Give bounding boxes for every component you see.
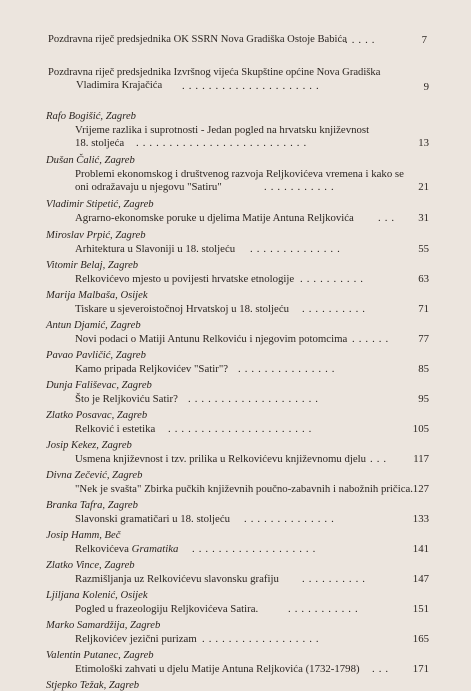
- intro-line: Vladimira Krajačića: [76, 80, 163, 91]
- page-number: 147: [412, 573, 429, 585]
- entry-title: Kamo pripada Reljkovićev "Satir"?: [75, 363, 229, 375]
- entry-title: Tiskare u sjeveroistočnoj Hrvatskoj u 18. stoljeću: [75, 303, 290, 315]
- entry-title: 18. stoljeća: [75, 137, 125, 149]
- entry-author: Valentin Putanec, Zagreb: [46, 650, 154, 661]
- title-prefix: Relkovićeva: [75, 543, 132, 555]
- page-number: 55: [418, 243, 429, 255]
- intro-line: Pozdravna riječ predsjednika OK SSRN Nova Gradiška Ostoje Babića: [48, 34, 347, 45]
- entry-author: Josip Hamm, Beč: [46, 530, 121, 541]
- entry-title: Relkovićevo mjesto u povijesti hrvatske etnologije: [75, 273, 295, 285]
- page-number: 71: [418, 303, 429, 315]
- entry-title: Arhitektura u Slavoniji u 18. stoljeću: [75, 243, 236, 255]
- entry-title: Pogled u frazeologiju Reljkovićeva Satira.: [75, 603, 259, 615]
- page-number: 95: [418, 393, 429, 405]
- page-number: 127: [412, 483, 429, 495]
- leader-dots: ...: [372, 663, 393, 675]
- entry-author: Zlatko Vince, Zagreb: [46, 560, 135, 571]
- entry-title: oni odražavaju u njegovu "Satiru": [75, 181, 222, 193]
- page-number: 9: [423, 81, 429, 93]
- leader-dots: ...........: [264, 181, 338, 193]
- entry-title: Razmišljanja uz Relkovićevu slavonsku grafiju: [75, 573, 279, 585]
- page-number: 133: [412, 513, 429, 525]
- leader-dots: ..........: [300, 273, 367, 285]
- entry-author: Rafo Bogišić, Zagreb: [46, 111, 136, 122]
- entry-title: Etimološki zahvati u djelu Matije Antuna Reljkovića (1732-1798): [75, 663, 360, 675]
- leader-dots: ...: [378, 212, 399, 224]
- entry-title: Vrijeme razlika i suprotnosti - Jedan pogled na hrvatsku književnost: [75, 124, 370, 136]
- leader-dots: ......: [352, 333, 393, 345]
- leader-dots: ...............: [238, 363, 339, 375]
- entry-author: Ljiljana Kolenić, Osijek: [46, 590, 148, 601]
- entry-title: [75, 543, 178, 555]
- leader-dots: ..........: [302, 573, 369, 585]
- leader-dots: ..............: [244, 513, 338, 525]
- entry-title: Reljkovićev jezični purizam: [75, 633, 197, 645]
- entry-title: Usmena književnost i tzv. prilika u Relkovićevu književnomu djelu: [75, 453, 367, 465]
- entry-title: "Nek je svašta" Zbirka pučkih književnih poučno-zabavnih i nabožnih pričica.: [75, 483, 414, 495]
- leader-dots: ....................: [188, 393, 322, 405]
- page-number: 77: [418, 333, 429, 345]
- entry-author: Miroslav Prpić, Zagreb: [46, 230, 146, 241]
- page-number: 151: [412, 603, 429, 615]
- page-number: 117: [413, 453, 429, 465]
- page-number: 105: [412, 423, 429, 435]
- entry-author: Dunja Fališevac, Zagreb: [46, 380, 152, 391]
- page-number: 31: [418, 212, 429, 224]
- leader-dots: ..................: [202, 633, 323, 645]
- leader-dots: ...................: [192, 543, 320, 555]
- entry-title: Što je Reljkoviću Satir?: [75, 393, 178, 405]
- leader-dots: .....: [345, 34, 379, 46]
- title-italic: Gramatika: [131, 543, 179, 555]
- leader-dots: ...........: [288, 603, 362, 615]
- leader-dots: ..........................: [136, 137, 311, 149]
- leader-dots: .....................: [182, 80, 323, 92]
- leader-dots: ...: [370, 453, 391, 465]
- entry-author: Antun Djamić, Zagreb: [46, 320, 141, 331]
- entry-title: Novi podaci o Matiji Antunu Relkoviću i njegovim potomcima: [75, 333, 348, 345]
- entry-author: Pavao Pavličić, Zagreb: [46, 350, 146, 361]
- page-number: 63: [418, 273, 429, 285]
- entry-title: Agrarno-ekonomske poruke u djelima Matije Antuna Reljkovića: [75, 212, 354, 224]
- entry-title: Problemi ekonomskog i društvenog razvoja Reljkovićeva vremena i kako se: [75, 168, 404, 180]
- page-number: 85: [418, 363, 429, 375]
- entry-title: Slavonski gramatičari u 18. stoljeću: [75, 513, 231, 525]
- leader-dots: ......................: [168, 423, 316, 435]
- entry-author: Zlatko Posavac, Zagreb: [46, 410, 148, 421]
- page-number: 165: [412, 633, 429, 645]
- entry-author: Dušan Čalić, Zagreb: [46, 155, 135, 166]
- page-number: 7: [421, 34, 427, 46]
- page-number: 21: [418, 181, 429, 193]
- page-number: 171: [412, 663, 429, 675]
- page-number: 141: [412, 543, 429, 555]
- leader-dots: ..........: [302, 303, 369, 315]
- entry-author: Vitomir Belaj, Zagreb: [46, 260, 139, 271]
- entry-title: Relković i estetika: [75, 423, 156, 435]
- leader-dots: ..............: [250, 243, 344, 255]
- entry-author: Divna Zečević, Zagreb: [46, 470, 143, 481]
- entry-author: Josip Kekez, Zagreb: [46, 440, 132, 451]
- entry-author: Vladimir Stipetić, Zagreb: [46, 199, 154, 210]
- page-number: 13: [418, 137, 429, 149]
- entry-author: Stjepko Težak, Zagreb: [46, 680, 140, 691]
- intro-line: Pozdravna riječ predsjednika Izvršnog vijeća Skupštine općine Nova Gradiška: [48, 67, 381, 78]
- entry-author: Branka Tafra, Zagreb: [46, 500, 138, 511]
- entry-author: Marija Malbaša, Osijek: [46, 290, 148, 301]
- entry-author: Marko Samardžija, Zagreb: [46, 620, 161, 631]
